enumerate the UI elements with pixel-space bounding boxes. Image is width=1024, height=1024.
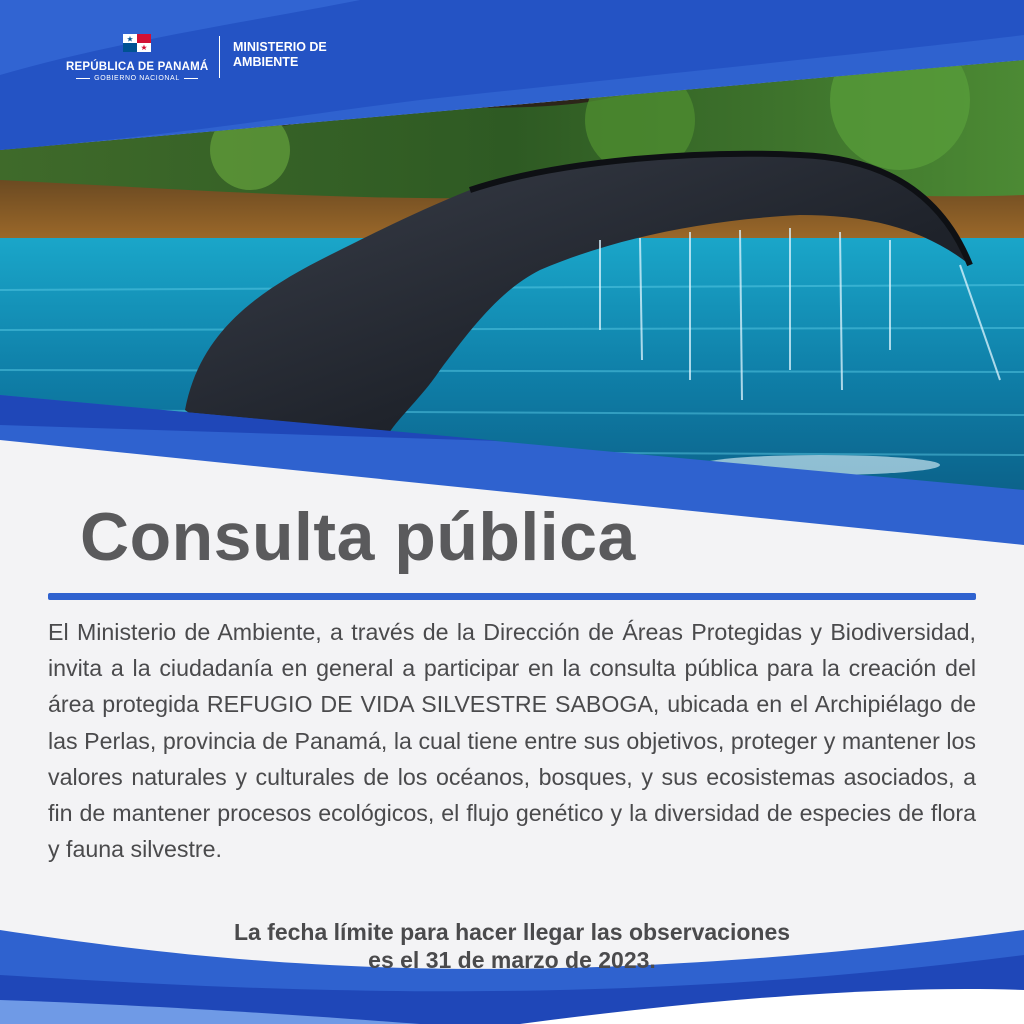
panama-flag-icon: [123, 34, 151, 52]
republic-name: REPÚBLICA DE PANAMÁ: [66, 61, 209, 73]
deadline-line2: es el 31 de marzo de 2023.: [368, 947, 656, 973]
header: [0, 0, 1024, 110]
page-title: Consulta pública: [80, 499, 636, 575]
header-divider: [219, 36, 220, 78]
ministry-logo: [233, 40, 327, 70]
ministry-line1: MINISTERIO DE: [233, 40, 327, 54]
title-underline: [48, 593, 976, 600]
deadline-line1: La fecha límite para hacer llegar las observaciones: [233, 919, 791, 945]
government-label: GOBIERNO NACIONAL: [66, 75, 208, 82]
body-text: El Ministerio de Ambiente, a través de la Dirección de Áreas Protegidas y Biodiversidad, invita a la ciudadanía en general a participar en la consulta pública para la creación del área protegida REFUGIO DE VIDA SILVESTRE SABOGA, ubicada en el Archipiélago de las Perlas, provincia de Panamá, la cual tiene entre sus objetivos, proteger y mantener los valores naturales y culturales de los océanos, bosques, y sus ecosistemas asociados, a fin de mantener procesos ecológicos, el flujo genético y la diversidad de especies de flora y fauna silvestre.: [48, 619, 976, 863]
republic-logo: [66, 34, 208, 82]
ministry-line2: AMBIENTE: [233, 55, 299, 69]
deadline-notice: [100, 918, 924, 974]
